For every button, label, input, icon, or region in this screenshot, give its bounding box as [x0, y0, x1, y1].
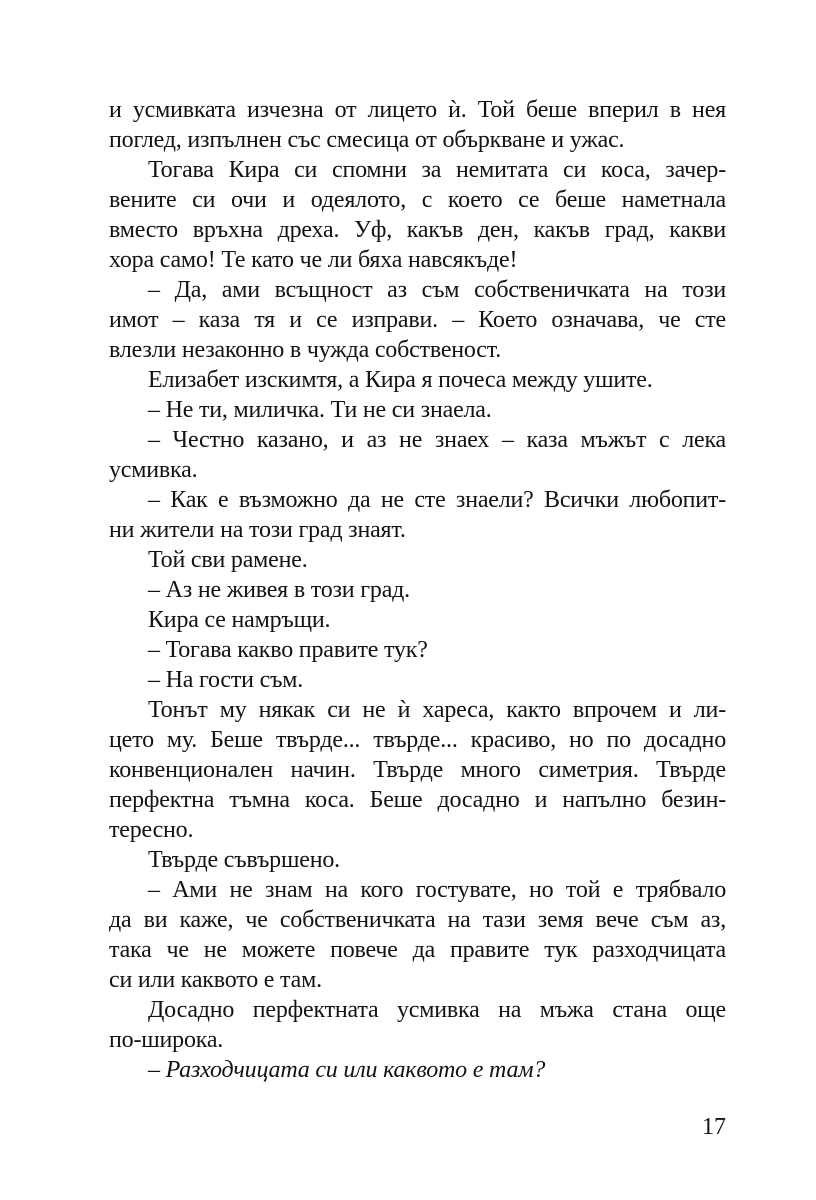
text-line: – Да, ами всъщност аз съм собственичката на този — [148, 277, 726, 303]
text-line: Тонът му някак си не ѝ хареса, както впрочем и ли- — [148, 697, 726, 723]
text-line: влезли незаконно в чужда собственост. — [109, 337, 502, 363]
text-line: по-широка. — [109, 1027, 224, 1053]
text-line: – Аз не живея в този град. — [148, 577, 410, 603]
text-line: и усмивката изчезна от лицето ѝ. Той беше вперил в нея — [109, 97, 726, 123]
text-line: вместо връхна дреха. Уф, какъв ден, какъв град, какви — [109, 217, 726, 243]
text-line: – Не ти, миличка. Ти не си знаела. — [148, 397, 492, 423]
text-line: Досадно перфектната усмивка на мъжа стана още — [148, 997, 726, 1023]
text-line: перфектна тъмна коса. Беше досадно и напълно безин- — [109, 787, 726, 813]
text-line: усмивка. — [109, 457, 198, 483]
body-text — [109, 95, 726, 1085]
text-line: така че не можете повече да правите тук разходчицата — [109, 937, 726, 963]
text-line: Кира се намръщи. — [148, 607, 331, 633]
text-line: – Тогава какво правите тук? — [148, 637, 428, 663]
text-line: Той сви рамене. — [148, 547, 308, 573]
text-line: конвенционален начин. Твърде много симетрия. Твърде — [109, 757, 726, 783]
text-line: тересно. — [109, 817, 194, 843]
text-line: ни жители на този град знаят. — [109, 517, 406, 543]
text-line: цето му. Беше твърде... твърде... красиво, но по досадно — [109, 727, 726, 753]
text-line: хора само! Те като че ли бяха навсякъде! — [109, 247, 518, 273]
text-line: – Разходчицата си или каквото е там? — [148, 1057, 546, 1083]
text-line: – Честно казано, и аз не знаех – каза мъжът с лека — [148, 427, 726, 453]
text-line: Твърде съвършено. — [148, 847, 340, 873]
text-line: Елизабет изскимтя, а Кира я почеса между ушите. — [148, 367, 653, 393]
text-line: имот – каза тя и се изправи. – Което означава, че сте — [109, 307, 726, 333]
text-line: – На гости съм. — [148, 667, 304, 693]
text-line: – Ами не знам на кого гостувате, но той е трябвало — [148, 877, 726, 903]
text-line: поглед, изпълнен със смесица от объркване и ужас. — [109, 127, 625, 153]
text-line: – Как е възможно да не сте знаели? Всички любопит- — [148, 487, 726, 513]
text-line: вените си очи и одеялото, с което се беше наметнала — [109, 187, 726, 213]
page-number: 17 — [702, 1114, 726, 1140]
text-line: да ви каже, че собственичката на тази земя вече съм аз, — [109, 907, 726, 933]
text-line: си или каквото е там. — [109, 967, 322, 993]
text-line: Тогава Кира си спомни за немитата си коса, зачер- — [148, 157, 726, 183]
